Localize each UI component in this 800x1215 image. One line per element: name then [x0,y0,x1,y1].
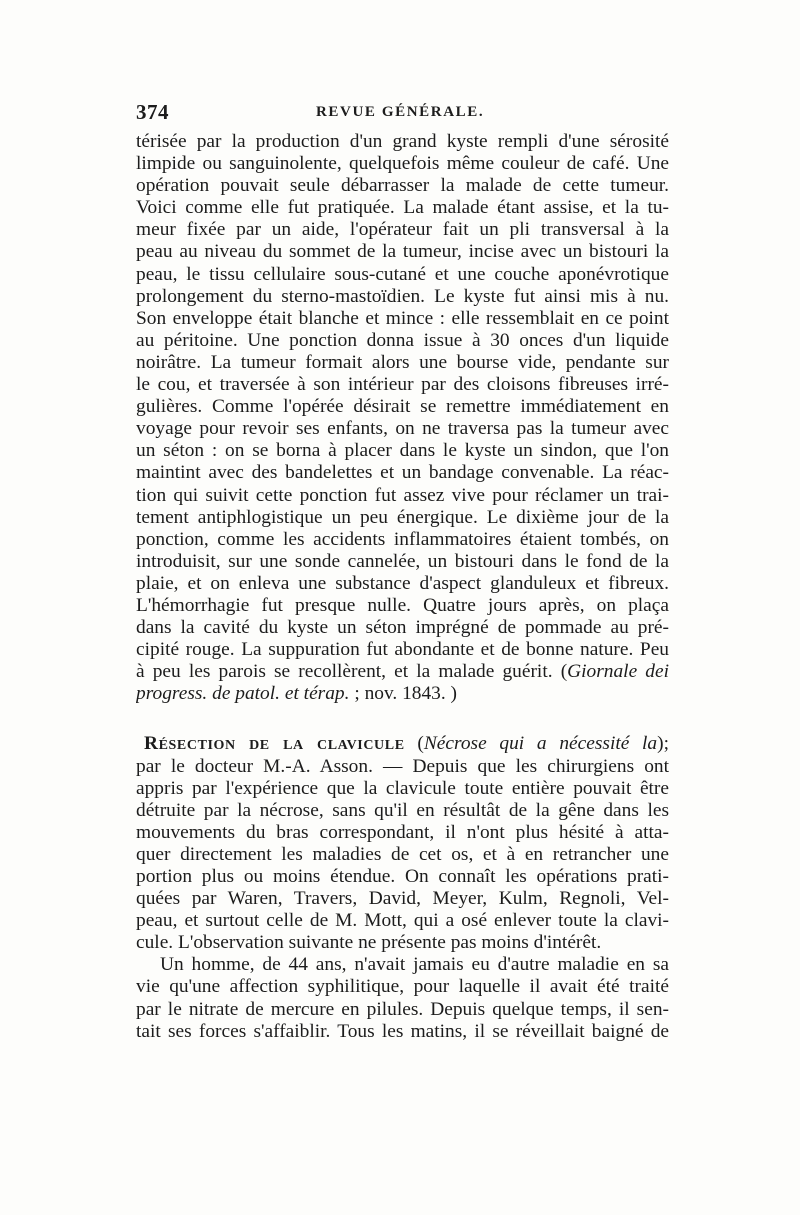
text-line: peau au niveau du sommet de la tumeur, incise avec un bistouri la [136,241,669,263]
text-line: mouvements du bras correspondant, il n'ont plus hésité à atta- [136,821,669,843]
section-title: Résection de la clavicule [144,733,405,755]
text-line: tement antiphlogistique un peu énergique. Le dixième jour de la [136,506,669,528]
text-line: le cou, et traversée à son intérieur par des cloisons fibreuses irré- [136,374,669,396]
text-line: plaie, et on enleva une substance d'aspect glanduleux et fibreux. [136,572,669,594]
text-line: tait ses forces s'affaiblir. Tous les matins, il se réveillait baigné de [136,1020,669,1042]
citation-open: ( [560,661,568,683]
text-line: détruite par la nécrose, sans qu'il en résultât de la gêne dans les [136,799,669,821]
text-line: maintint avec des bandelettes et un bandage convenable. La réac- [136,462,669,484]
text-line: dans la cavité du kyste un séton imprégné de pommade au pré- [136,617,669,639]
running-title: REVUE GÉNÉRALE. [316,104,485,120]
text-line: gulières. Comme l'opérée désirait se remettre immédiatement en [136,396,669,418]
text-fragment: à peu les parois se recollèrent, et la malade guérit. [136,661,553,683]
text-line: Un homme, de 44 ans, n'avait jamais eu d'autre maladie en sa [160,954,669,976]
text-line: térisée par la production d'un grand kyste rempli d'une sérosité [136,131,669,152]
text-line: peau, le tissu cellulaire sous-cutané et une couche aponévrotique [136,263,669,285]
text-line: quées par Waren, Travers, David, Meyer, Kulm, Regnoli, Vel- [136,888,669,910]
text-line: prolongement du sterno-mastoïdien. Le kyste fut ainsi mis à nu. [136,285,669,307]
text-line: introduisit, sur une sonde cannelée, un bistouri dans le fond de la [136,550,669,572]
text-line: quer directement les maladies de cet os, et à en retrancher une [136,843,669,865]
subtitle-open: ( [417,733,424,755]
section-gap [136,705,669,733]
page-header [136,100,669,130]
text-line: limpide ou sanguinolente, quelquefois même couleur de café. Une [136,153,669,175]
text-line: opération pouvait seule débarrasser la malade de cette tumeur. [136,175,669,197]
text-line: L'hémorrhagie fut presque nulle. Quatre jours après, on plaça [136,594,669,616]
citation-journal: Giornale dei [567,661,669,683]
text-line: Son enveloppe était blanche et mince : elle ressemblait en ce point [136,307,669,329]
section-subtitle: Nécrose qui a nécessité la [423,733,658,755]
text-line: un séton : on se borna à placer dans le kyste un sindon, que l'on [136,440,669,462]
text-line: cule. L'observation suivante ne présente pas moins d'intérêt. [136,932,602,954]
text-line: ponction, comme les accidents inflammatoires étaient tombés, on [136,528,669,550]
citation-date: ; nov. 1843. ) [354,683,458,705]
body-text [136,131,669,1043]
citation-journal-cont: progress. de patol. et térap. [136,683,350,705]
text-line: par le docteur M.-A. Asson. — Depuis que les chirurgiens ont [136,755,669,777]
text-line: portion plus ou moins étendue. On connaît les opérations prati- [136,866,669,887]
text-line: tion qui suivit cette ponction fut assez vive pour réclamer un trai- [136,484,669,506]
text-line: meur fixée par un aide, l'opérateur fait un pli transversal à la [136,219,669,241]
text-line: noirâtre. La tumeur formait alors une bourse vide, pendante sur [136,351,669,373]
text-line: par le nitrate de mercure en pilules. Depuis quelque temps, il sen- [136,998,669,1020]
text-line-with-citation [136,661,669,683]
subtitle-close: ); [657,733,669,755]
text-line: vie qu'une affection syphilitique, pour laquelle il avait été traité [136,976,669,998]
text-line: cipité rouge. La suppuration fut abondante et de bonne nature. Peu [136,639,669,661]
text-line: voyage pour revoir ses enfants, on ne traversa pas la tumeur avec [136,418,669,440]
section-heading-line [136,733,669,755]
text-line: Voici comme elle fut pratiquée. La malade étant assise, et la tu- [136,197,669,219]
page-number: 374 [136,100,169,124]
text-line: appris par l'expérience que la clavicule toute entière pouvait être [136,777,669,799]
text-line: au péritoine. Une ponction donna issue à 30 onces d'un liquide [136,329,669,351]
text-line: peau, et surtout celle de M. Mott, qui a osé enlever toute la clavi- [136,910,669,932]
citation-line [136,683,669,705]
